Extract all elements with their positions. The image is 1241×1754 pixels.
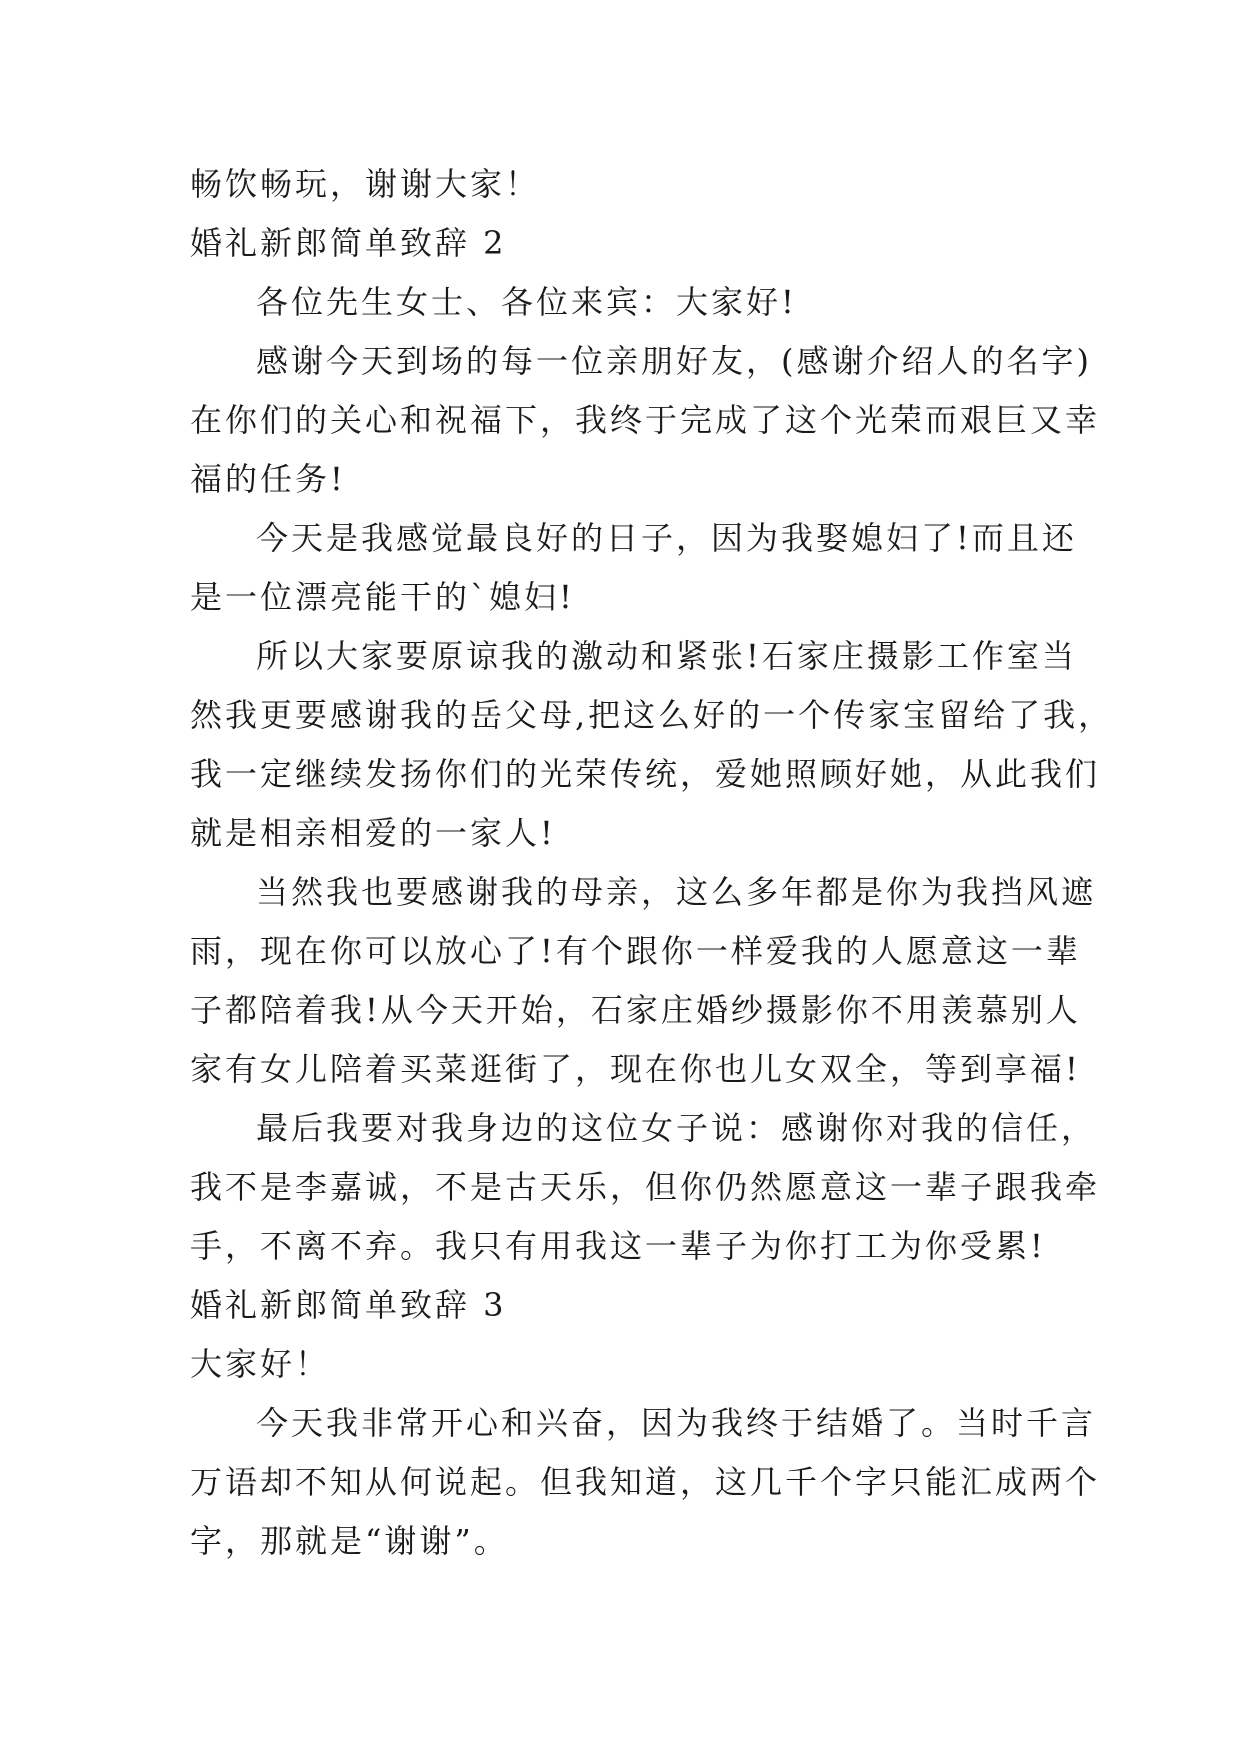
text-line: 感谢今天到场的每一位亲朋好友，(感谢介绍人的名字)	[256, 342, 1092, 380]
text-line: 家有女儿陪着买菜逛街了，现在你也儿女双全，等到享福!	[190, 1050, 1081, 1088]
section-heading: 婚礼新郎简单致辞 3	[190, 1286, 507, 1324]
text-line: 我一定继续发扬你们的光荣传统，爱她照顾好她，从此我们	[190, 755, 1101, 793]
text-line: 子都陪着我!从今天开始，石家庄婚纱摄影你不用羡慕别人	[190, 991, 1081, 1029]
text-line: 手，不离不弃。我只有用我这一辈子为你打工为你受累!	[190, 1227, 1046, 1265]
section-heading: 婚礼新郎简单致辞 2	[190, 224, 507, 262]
text-line: 在你们的关心和祝福下，我终于完成了这个光荣而艰巨又幸	[190, 401, 1101, 439]
text-line: 今天是我感觉最良好的日子，因为我娶媳妇了!而且还	[256, 519, 1077, 557]
text-line: 最后我要对我身边的这位女子说：感谢你对我的信任，	[256, 1109, 1097, 1147]
text-line: 大家好！	[190, 1345, 331, 1383]
text-line: 各位先生女士、各位来宾：大家好!	[256, 283, 797, 321]
text-line: 当然我也要感谢我的母亲，这么多年都是你为我挡风遮	[256, 873, 1097, 911]
text-line: 福的任务!	[190, 460, 346, 498]
text-line: 今天我非常开心和兴奋，因为我终于结婚了。当时千言	[256, 1404, 1097, 1442]
text-line: 就是相亲相爱的一家人!	[190, 814, 556, 852]
text-line: 所以大家要原谅我的激动和紧张!石家庄摄影工作室当	[256, 637, 1077, 675]
text-line: 畅饮畅玩，谢谢大家！	[190, 165, 541, 203]
text-line: 然我更要感谢我的岳父母,把这么好的一个传家宝留给了我，	[190, 696, 1114, 734]
text-line: 万语却不知从何说起。但我知道，这几千个字只能汇成两个	[190, 1463, 1101, 1501]
text-line: 我不是李嘉诚，不是古天乐，但你仍然愿意这一辈子跟我牵	[190, 1168, 1101, 1206]
text-line: 雨，现在你可以放心了!有个跟你一样爱我的人愿意这一辈	[190, 932, 1081, 970]
text-line: 字，那就是“谢谢”。	[190, 1522, 509, 1560]
text-line: 是一位漂亮能干的`媳妇!	[190, 578, 575, 616]
